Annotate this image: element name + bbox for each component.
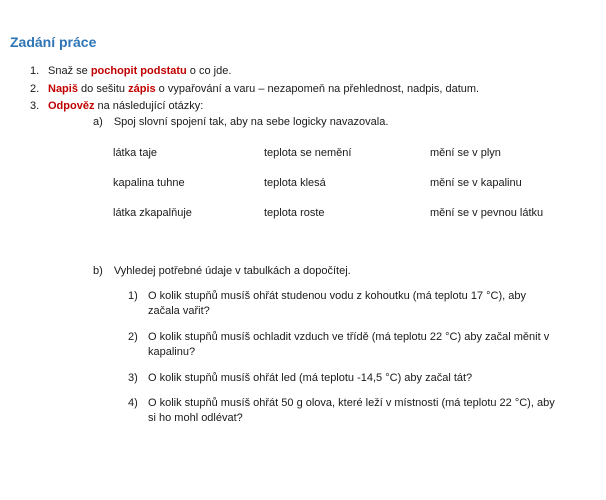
task-1-number: 1.: [30, 65, 40, 77]
task-1-post: o co jde.: [186, 65, 232, 77]
page-title: Zadání práce: [10, 34, 97, 50]
task-2-post: o vypařování a varu – nezapomeň na přehlednost, nadpis, datum.: [155, 83, 480, 95]
question-1: [128, 289, 558, 319]
match-row-2-col-1: kapalina tuhne: [113, 177, 185, 189]
question-2-number: 2): [128, 331, 138, 343]
question-3-text: O kolik stupňů musíš ohřát led (má teplotu -14,5 °C) aby začal tát?: [148, 372, 473, 384]
question-1-number: 1): [128, 290, 138, 302]
question-4-number: 4): [128, 397, 138, 409]
task-2-number: 2.: [30, 83, 40, 95]
part-b-label: b): [93, 265, 103, 277]
task-2-keyword: Napiš: [48, 83, 78, 95]
part-b: [93, 265, 351, 277]
task-2-mid: do sešitu: [77, 83, 129, 95]
question-3-number: 3): [128, 372, 138, 384]
part-a-text: Spoj slovní spojení tak, aby na sebe logicky navazovala.: [113, 116, 389, 128]
match-row-1-col-1: látka taje: [113, 147, 158, 159]
match-row-2-col-2: teplota klesá: [264, 177, 326, 189]
part-a: [93, 116, 388, 128]
task-2: [30, 83, 479, 95]
task-1-keyword: pochopit podstatu: [90, 65, 187, 77]
task-3-post: na následující otázky:: [94, 100, 204, 112]
part-a-label: a): [93, 116, 103, 128]
question-4-text: O kolik stupňů musíš ohřát 50 g olova, které leží v místnosti (má teplotu 22 °C), aby si ho mohl odlévat?: [148, 397, 555, 424]
task-1: [30, 65, 231, 77]
question-2-text: O kolik stupňů musíš ochladit vzduch ve třídě (má teplotu 22 °C) aby začal měnit v kapalinu?: [148, 331, 550, 358]
question-3: [128, 371, 558, 386]
task-2-keyword-2: zápis: [128, 83, 156, 95]
question-2: [128, 330, 558, 360]
question-1-text: O kolik stupňů musíš ohřát studenou vodu z kohoutku (má teplotu 17 °C), aby začala vařit?: [148, 290, 526, 317]
task-3-keyword: Odpověz: [48, 100, 95, 112]
match-row-3-col-2: teplota roste: [264, 207, 325, 219]
part-b-text: Vyhledej potřebné údaje v tabulkách a dopočítej.: [113, 265, 351, 277]
question-4: [128, 396, 558, 426]
match-row-2-col-3: mění se v kapalinu: [430, 177, 522, 189]
task-3-number: 3.: [30, 100, 40, 112]
match-row-1-col-3: mění se v plyn: [430, 147, 501, 159]
match-row-3-col-1: látka zkapalňuje: [113, 207, 192, 219]
match-row-1-col-2: teplota se nemění: [264, 147, 352, 159]
task-3: [30, 100, 203, 112]
task-1-pre: Snaž se: [48, 65, 91, 77]
match-row-3-col-3: mění se v pevnou látku: [430, 207, 544, 219]
